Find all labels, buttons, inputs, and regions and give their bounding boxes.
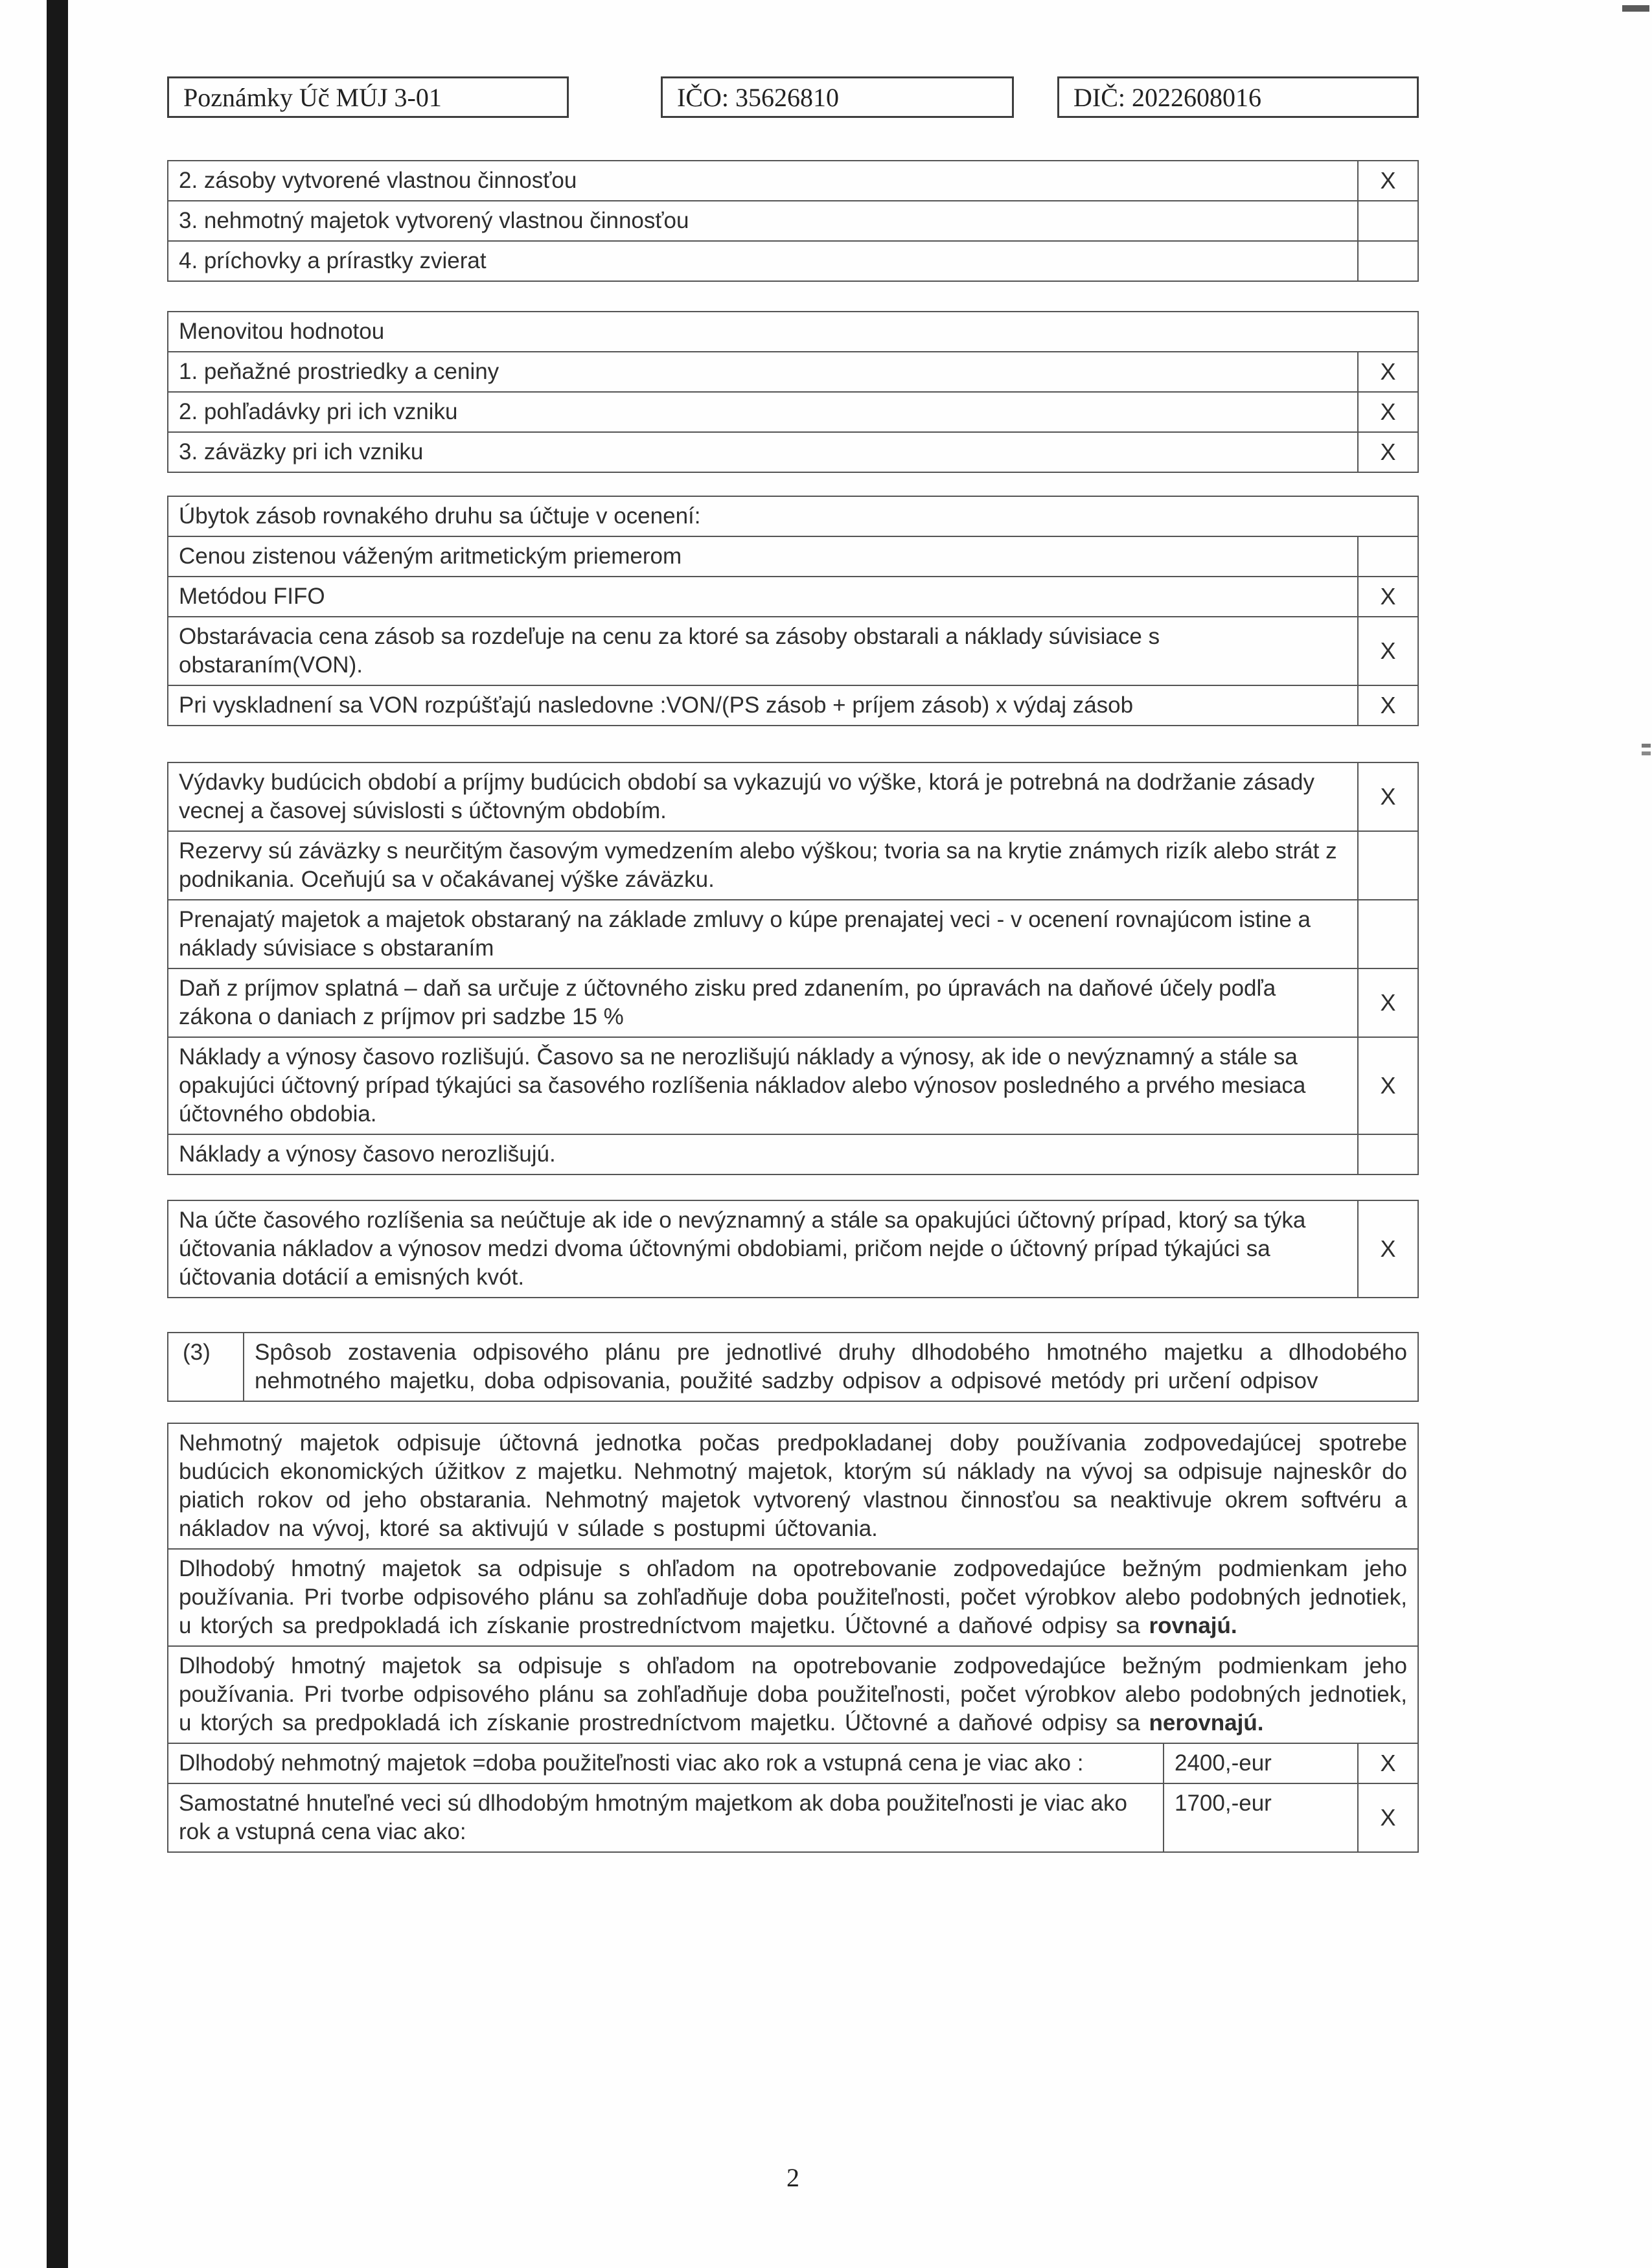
row-mark-box: X (1357, 433, 1417, 472)
row-mark-box: X (1357, 763, 1417, 830)
table-row (168, 537, 1417, 577)
section-number: (3) (168, 1333, 244, 1401)
table-row (168, 686, 1417, 725)
row-mark-box: X (1357, 352, 1417, 391)
row-mark-box: X (1357, 1038, 1417, 1134)
row-text: Dlhodobý nehmotný majetok =doba použiteľnosti viac ako rok a vstupná cena je viac ako : (179, 1750, 1084, 1776)
table-row (168, 900, 1417, 969)
table-row (168, 1550, 1417, 1647)
row-text: 2. pohľadávky pri ich vzniku (179, 399, 458, 424)
row-text: 3. záväzky pri ich vzniku (179, 439, 424, 464)
row-text-bold: nerovnajú. (1149, 1710, 1264, 1735)
row-text-main: Dlhodobý hmotný majetok sa odpisuje s ohľadom na opotrebovanie zodpovedajúce bežným podmienkam jeho používania. Pri tvorbe odpisového plánu sa zohľadňuje doba použiteľnosti, počet výrobkov alebo podobných jednotiek, u ktorých sa predpokladá ich získanie prostredníctvom majetku. Účtovné a daňové odpisy sa (179, 1653, 1407, 1735)
row-text: Výdavky budúcich období a príjmy budúcich období sa vykazujú vo výške, ktorá je potrebná na dodržanie zásady vecnej a časovej súvislosti s účtovným obdobím. (179, 770, 1314, 823)
table-header-text: Menovitou hodnotou (179, 319, 385, 344)
nominal-value-table (167, 311, 1419, 473)
row-text: Náklady a výnosy časovo nerozlišujú. (179, 1141, 556, 1167)
table-row (168, 1784, 1417, 1851)
row-mark-box (1357, 1135, 1417, 1174)
stock-valuation-table (167, 496, 1419, 726)
row-threshold-value: 1700,-eur (1163, 1784, 1357, 1851)
row-mark-box (1357, 832, 1417, 899)
table-row (168, 1201, 1417, 1297)
page-number: 2 (786, 2163, 799, 2192)
depreciation-table (167, 1423, 1419, 1853)
table-row (168, 832, 1417, 900)
table-row (168, 161, 1417, 201)
row-mark-box: X (1357, 577, 1417, 616)
table-row (168, 763, 1417, 832)
row-text: Nehmotný majetok odpisuje účtovná jednotka počas predpokladanej doby používania zodpovedajúcej spotrebe budúcich ekonomických úžitkov z majetku. Nehmotný majetok, ktorým sú náklady na vývoj sa odpisuje najneskôr do piatich rokov od jeho obstarania. Nehmotný majetok vytvorený vlastnou činnosťou sa neaktivuje okrem softvéru a nákladov na vývoj, ktoré sa aktivujú v súlade s postupmi účtovania. (179, 1430, 1407, 1541)
table-row (168, 577, 1417, 617)
table-row (168, 242, 1417, 281)
section-3-heading (167, 1332, 1419, 1402)
table-header-text: Úbytok zásob rovnakého druhu sa účtuje v ocenení: (179, 503, 701, 529)
scan-edge-artifact (47, 0, 68, 2268)
row-text: Metódou FIFO (179, 584, 325, 609)
table-row (168, 201, 1417, 242)
table-row (168, 1038, 1417, 1135)
table-row (168, 433, 1417, 472)
row-mark-box (1357, 201, 1417, 240)
row-text (168, 1550, 1417, 1645)
row-text: Obstarávacia cena zásob sa rozdeľuje na cenu za ktoré sa zásoby obstarali a náklady súvisiace s obstaraním(VON). (179, 624, 1160, 678)
row-mark-box (1357, 242, 1417, 281)
row-text: Prenajatý majetok a majetok obstaraný na základe zmluvy o kúpe prenajatej veci - v ocenení rovnajúcom istine a náklady súvisiace s obstaraním (179, 907, 1311, 961)
page-content (167, 0, 1419, 1853)
accruals-table (167, 762, 1419, 1175)
table-row (168, 393, 1417, 433)
accrual-account-table (167, 1200, 1419, 1298)
row-mark-box: X (1357, 1744, 1417, 1783)
row-mark-box (1357, 537, 1417, 576)
table-row (168, 1744, 1417, 1784)
row-mark-box: X (1357, 969, 1417, 1037)
row-text-bold: rovnajú. (1149, 1613, 1237, 1638)
row-text: Pri vyskladnení sa VON rozpúšťajú nasledovne :VON/(PS zásob + príjem zásob) x výdaj zásob (179, 693, 1134, 718)
row-text: Daň z príjmov splatná – daň sa určuje z účtovného zisku pred zdanením, po úpravách na daňové účely podľa zákona o daniach z príjmov pri sadzbe 15 % (179, 976, 1276, 1029)
scan-mark-artifact (1642, 744, 1651, 748)
table-header-row (168, 312, 1417, 352)
inventory-table (167, 160, 1419, 282)
row-mark-box (1357, 900, 1417, 968)
row-text: Na účte časového rozlíšenia sa neúčtuje ak ide o nevýznamný a stále sa opakujúci účtovný prípad, ktorý sa týka účtovania nákladov a výnosov medzi dvoma účtovnými obdobiami, pričom nejde o účtovný prípad týkajúci sa účtovania dotácií a emisných kvót. (179, 1208, 1306, 1290)
row-mark-box: X (1357, 686, 1417, 725)
table-header-row (168, 497, 1417, 537)
row-text: 1. peňažné prostriedky a ceniny (179, 359, 499, 384)
scan-mark-artifact (1622, 5, 1649, 12)
form-header (167, 76, 1419, 118)
table-row (168, 617, 1417, 686)
section-text: Spôsob zostavenia odpisového plánu pre jednotlivé druhy dlhodobého hmotného majetku a dlhodobého nehmotného majetku, doba odpisovania, použité sadzby odpisov a odpisové metódy pri určení odpisov (255, 1340, 1407, 1393)
table-row (168, 352, 1417, 393)
row-text: Rezervy sú záväzky s neurčitým časovým vymedzením alebo výškou; tvoria sa na krytie známych rizík alebo strát z podnikania. Oceňujú sa v očakávanej výške záväzku. (179, 838, 1337, 892)
table-row (168, 1647, 1417, 1744)
row-text: 3. nehmotný majetok vytvorený vlastnou činnosťou (179, 208, 689, 233)
row-text-main: Dlhodobý hmotný majetok sa odpisuje s ohľadom na opotrebovanie zodpovedajúce bežným podmienkam jeho používania. Pri tvorbe odpisového plánu sa zohľadňuje doba použiteľnosti, počet výrobkov alebo podobných jednotiek, u ktorých sa predpokladá ich získanie prostredníctvom majetku. Účtovné a daňové odpisy sa (179, 1556, 1407, 1638)
table-row (168, 969, 1417, 1038)
table-row (168, 1135, 1417, 1174)
form-title-box: Poznámky Úč MÚJ 3-01 (167, 76, 569, 118)
row-mark-box: X (1357, 1784, 1417, 1851)
row-text: Samostatné hnuteľné veci sú dlhodobým hmotným majetkom ak doba použiteľnosti je viac ako rok a vstupná cena viac ako: (179, 1791, 1127, 1844)
row-mark-box: X (1357, 1201, 1417, 1297)
row-text: Cenou zistenou váženým aritmetickým priemerom (179, 544, 682, 569)
table-row (168, 1333, 1417, 1401)
dic-box: DIČ: 2022608016 (1057, 76, 1419, 118)
ico-box: IČO: 35626810 (661, 76, 1014, 118)
row-mark-box: X (1357, 161, 1417, 200)
row-text: Náklady a výnosy časovo rozlišujú. Časovo sa ne nerozlišujú náklady a výnosy, ak ide o nevýznamný a stále sa opakujúci účtovný prípad týkajúci sa časového rozlíšenia nákladov alebo výnosov posledného a prvého mesiaca účtovného obdobia. (179, 1044, 1306, 1127)
row-mark-box: X (1357, 393, 1417, 431)
row-text: 4. príchovky a prírastky zvierat (179, 248, 487, 273)
row-text (168, 1647, 1417, 1743)
row-threshold-value: 2400,-eur (1163, 1744, 1357, 1783)
table-row (168, 1424, 1417, 1550)
row-mark-box: X (1357, 617, 1417, 685)
row-text: 2. zásoby vytvorené vlastnou činnosťou (179, 168, 577, 193)
